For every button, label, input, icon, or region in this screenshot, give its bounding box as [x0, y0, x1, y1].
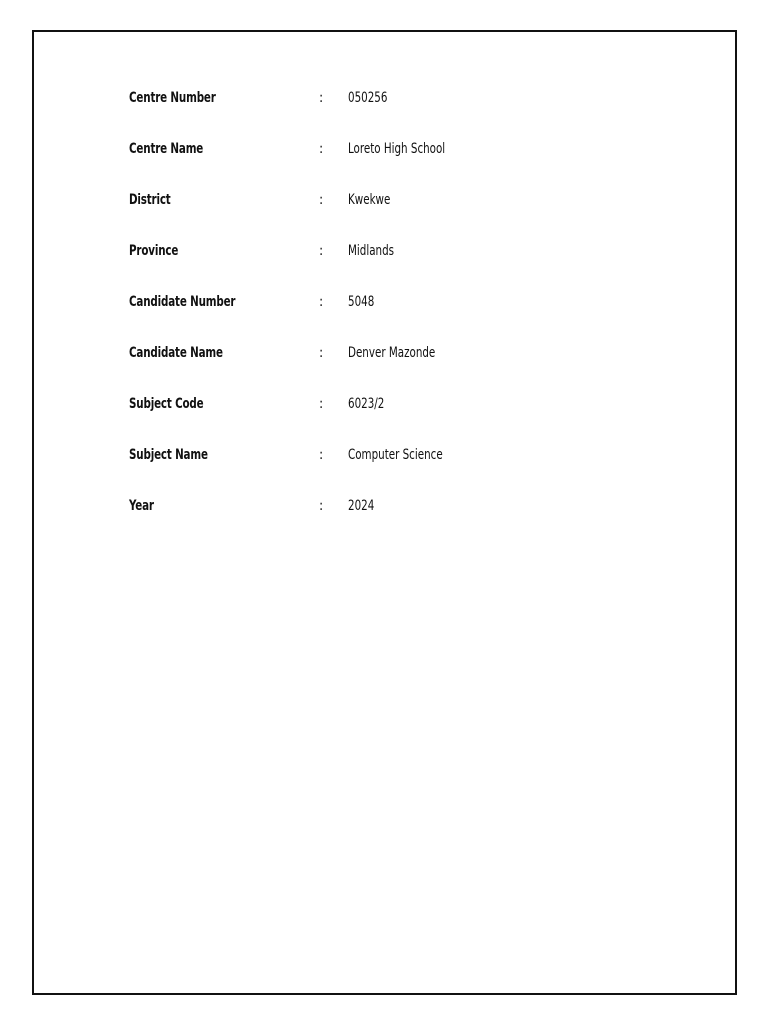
field-separator: :	[319, 90, 324, 106]
field-value: 5048	[348, 294, 375, 310]
field-value: 2024	[348, 498, 375, 514]
field-label: Candidate Name	[129, 345, 223, 361]
field-separator: :	[319, 294, 324, 310]
field-label: Candidate Number	[129, 294, 236, 310]
field-label: District	[129, 192, 171, 208]
field-row-province	[129, 243, 689, 294]
field-label: Province	[129, 243, 179, 259]
document-page	[32, 30, 737, 995]
field-separator: :	[319, 243, 324, 259]
field-value: Midlands	[348, 243, 395, 259]
field-separator: :	[319, 345, 324, 361]
field-row-subject-name	[129, 447, 689, 498]
field-row-centre-name	[129, 141, 689, 192]
field-value: 6023/2	[348, 396, 385, 412]
field-row-year	[129, 498, 689, 549]
field-label: Year	[129, 498, 154, 514]
field-value: Kwekwe	[348, 192, 391, 208]
field-label: Centre Number	[129, 90, 216, 106]
field-value: Computer Science	[348, 447, 443, 463]
field-separator: :	[319, 192, 324, 208]
field-label: Subject Name	[129, 447, 208, 463]
field-row-candidate-number	[129, 294, 689, 345]
field-separator: :	[319, 141, 324, 157]
field-row-centre-number	[129, 90, 689, 141]
field-separator: :	[319, 498, 324, 514]
field-label: Centre Name	[129, 141, 204, 157]
field-value: Denver Mazonde	[348, 345, 436, 361]
field-row-subject-code	[129, 396, 689, 447]
field-separator: :	[319, 396, 324, 412]
field-value: Loreto High School	[348, 141, 446, 157]
candidate-details-list	[129, 90, 689, 549]
field-row-candidate-name	[129, 345, 689, 396]
field-value: 050256	[348, 90, 388, 106]
field-label: Subject Code	[129, 396, 204, 412]
field-row-district	[129, 192, 689, 243]
field-separator: :	[319, 447, 324, 463]
